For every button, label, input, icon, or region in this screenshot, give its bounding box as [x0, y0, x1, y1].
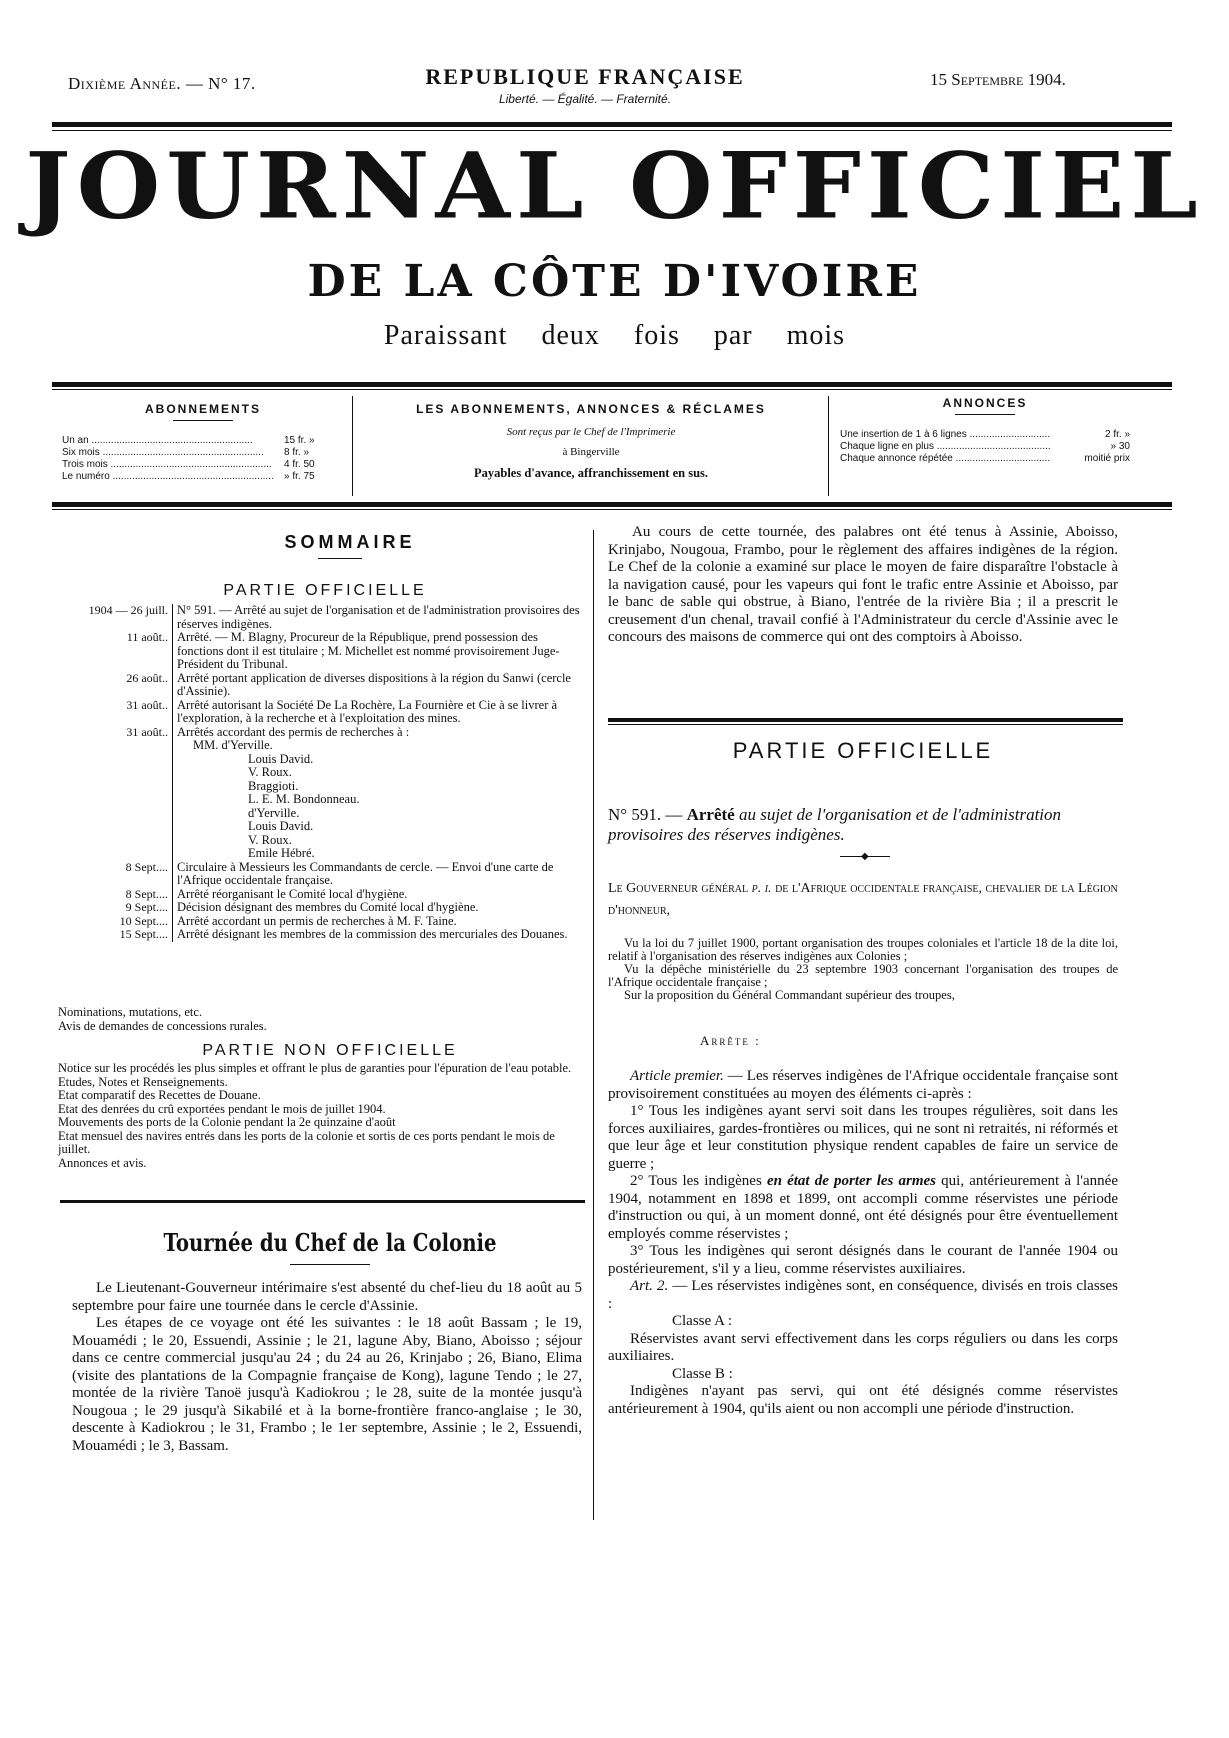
- divider: [52, 502, 1172, 507]
- list-item: [40, 861, 585, 888]
- sommaire-partie-officielle: PARTIE OFFICIELLE: [223, 582, 427, 599]
- list-item-date: 8 Sept....: [40, 888, 173, 902]
- paragraph: Les étapes de ce voyage ont été les suivantes : le 18 août Bassam ; le 19, Mouamédi ; le 20, Essuendi, Assinie ; le 21, lagune Aby, Biano, Aboisso ; séjour dans ce centre commercial jusqu'au 24 ; du 24 au 26, Krinjabo ; 26, Biano, Elima (visite des plantations de la Compagnie française de Kong), lagune Tendo ; le 27, montée de la rivière Tanoë jusqu'à Kadiokrou ; le 28, suite de la montée jusqu'à Nougoua ; le 29 jusqu'à Sikabilé et à la borne-frontière franco-anglaise ; le 30, descente à Kadiokrou ; le 31, Frambo ; le 1er septembre, Assinie ; le 2, Essuendi, Mouamédi ; le 3, Bassam.: [72, 1315, 582, 1454]
- arrete-number: N° 591. —: [608, 805, 683, 824]
- list-item: [40, 915, 585, 929]
- price-label: Un an .....: [62, 435, 284, 447]
- price-value: 4 fr. 50: [284, 459, 315, 470]
- list-item: [40, 726, 585, 740]
- divider: [52, 382, 1172, 387]
- articles-body: [608, 1068, 1118, 1418]
- list-item: Annonces et avis.: [58, 1155, 147, 1170]
- divider: [60, 1200, 585, 1203]
- subscriptions-list: [62, 435, 344, 483]
- divider: [352, 396, 353, 496]
- divider: [828, 396, 829, 496]
- divider: [608, 724, 1123, 725]
- gouverneur-preamble: [608, 878, 1118, 922]
- permit-names: [173, 739, 585, 861]
- article-text: — Les réservistes indigènes sont, en conséquence, divisés en trois classes :: [608, 1278, 1118, 1312]
- masthead-title: JOURNAL OFFICIEL: [25, 131, 1204, 240]
- article-item-text: 2° Tous les indigènes: [630, 1173, 767, 1189]
- masthead-subtitle: DE LA CÔTE D'IVOIRE: [307, 256, 922, 307]
- ads-box: [840, 396, 1130, 506]
- issue-date: 15 Septembre 1904.: [930, 70, 1066, 89]
- article-item-text: qui, antérieurement à l'année 1904, notamment en 1898 et 1899, ont accompli comme réservistes une période d'instruction ou qui, à un moment donné, ont été désignés pour être éventuellement employés comme réservistes ;: [608, 1173, 1118, 1242]
- sommaire-list: [40, 604, 585, 942]
- list-item-date: 11 août..: [40, 631, 173, 672]
- list-item-text: Circulaire à Messieurs les Commandants de cercle. — Envoi d'une carte de l'Afrique occidentale française.: [177, 859, 554, 887]
- divider: [52, 509, 1172, 510]
- price-value: 2 fr. »: [1104, 429, 1130, 440]
- price-value: » fr. 75: [284, 471, 315, 482]
- announcements-info-line3: Payables d'avance, affranchissement en sus.: [473, 466, 709, 480]
- divider: [608, 718, 1123, 722]
- sommaire-nominations: Nominations, mutations, etc.: [58, 1005, 203, 1019]
- announcements-info: [362, 396, 820, 506]
- list-item-date: [40, 739, 173, 861]
- list-item: [40, 604, 585, 631]
- divider: [955, 414, 1015, 415]
- list-item-date: 8 Sept....: [40, 861, 173, 888]
- divider: [52, 389, 1172, 390]
- ads-list: [840, 429, 1130, 465]
- list-item-text: Décision désignant des membres du Comité local d'hygiène.: [177, 900, 479, 914]
- sommaire-avis: Avis de demandes de concessions rurales.: [58, 1018, 267, 1033]
- classe-a-text: Réservistes avant servi effectivement dans les corps réguliers ou dans les corps auxiliaires.: [608, 1330, 1118, 1364]
- list-item-date: 31 août..: [40, 726, 173, 740]
- article-text: — Les réserves indigènes de l'Afrique occidentale française sont provisoirement constituées au moyen des éléments ci-après :: [608, 1068, 1118, 1102]
- article-item: 1° Tous les indigènes ayant servi soit dans les troupes régulières, soit dans les forces auxiliaires, gardes-frontières ou milices, qui ne sont ni retraités, ni réformés et que leur âge et leur constitution physique rendent capables de faire un service de guerre ;: [608, 1103, 1118, 1172]
- vu-item: Vu la dépêche ministérielle du 23 septembre 1903 concernant l'organisation des troupes de l'Afrique occidentale française ;: [608, 962, 1118, 989]
- diamond-icon: ◆: [861, 851, 869, 862]
- announcements-info-line1: Sont reçus par le Chef de l'Imprimerie: [506, 426, 676, 438]
- list-item-text: Arrêté portant application de diverses dispositions à la région du Sanwi (cercle d'Assinie).: [177, 670, 571, 698]
- edition-number: Dixième Année. — N° 17.: [68, 74, 256, 93]
- partie-non-officielle-title: PARTIE NON OFFICIELLE: [202, 1042, 458, 1059]
- list-item-date: 10 Sept....: [40, 915, 173, 929]
- permit-name: Louis David.: [248, 751, 314, 766]
- price-label: Chaque ligne en plus .....: [840, 441, 1050, 453]
- classe-b-text: Indigènes n'ayant pas servi, qui ont été désignés comme réservistes antérieurement à 1904, qu'ils aient ou non accompli une période d'instruction.: [608, 1383, 1118, 1417]
- classe-a-label: Classe A :: [672, 1313, 733, 1329]
- article-item: [608, 1173, 1118, 1243]
- price-label: Le numéro .....: [62, 471, 284, 483]
- list-item: [40, 901, 585, 915]
- sommaire-title: SOMMAIRE: [284, 532, 416, 552]
- tournee-title: Tournée du Chef de la Colonie: [163, 1228, 497, 1257]
- list-item: [40, 928, 585, 942]
- republic-header: [395, 64, 775, 106]
- list-item: Etudes, Notes et Renseignements.: [58, 1074, 228, 1089]
- divider: [318, 558, 362, 559]
- price-value: 8 fr. »: [284, 447, 310, 458]
- list-item-date: 26 août..: [40, 672, 173, 699]
- article-item: 3° Tous les indigènes qui seront désignés dans le courant de l'année 1904 ou postérieurement, s'il y a lieu, comme réservistes auxiliaires.: [608, 1243, 1118, 1277]
- sommaire-entries: [40, 861, 585, 942]
- list-item-date: 9 Sept....: [40, 901, 173, 915]
- subscriptions-box: [62, 396, 344, 506]
- gouverneur-pi: p. i.: [751, 881, 772, 896]
- list-item: [40, 888, 585, 902]
- sommaire-entries: [40, 604, 585, 739]
- announcements-info-line2: à Bingerville: [562, 446, 620, 458]
- price-value: moitié prix: [1084, 453, 1130, 464]
- article-item-emphasis: en état de porter les armes: [766, 1173, 937, 1189]
- list-item: Mouvements des ports de la Colonie pendant la 2e quinzaine d'août: [58, 1115, 396, 1129]
- announcements-info-title: LES ABONNEMENTS, ANNONCES & RÉCLAMES: [416, 402, 766, 416]
- list-item-text: Arrêté autorisant la Société De La Rochère, La Fournière et Cie à se livrer à l'exploration, à la recherche et à l'exploitation des mines.: [177, 697, 558, 725]
- divider: [173, 420, 233, 421]
- classe-b-label: Classe B :: [672, 1365, 733, 1382]
- permit-name: L. E. M. Bondonneau.: [248, 792, 360, 806]
- subscriptions-title: ABONNEMENTS: [144, 402, 261, 416]
- partie-non-officielle-list: [58, 1062, 588, 1170]
- price-row: [62, 435, 344, 447]
- republic-title: REPUBLIQUE FRANÇAISE: [425, 64, 745, 89]
- permit-name: Braggioti.: [248, 778, 299, 793]
- list-item-text: Arrêté désignant les membres de la commission des mercuriales des Douanes.: [177, 927, 568, 941]
- list-item: [40, 699, 585, 726]
- price-label: Trois mois .....: [62, 459, 284, 471]
- permit-name: V. Roux.: [248, 832, 292, 847]
- arrete-subject: au sujet de l'organisation et de l'administration provisoires des réserves indigènes.: [608, 805, 1062, 844]
- tournee-continued: Au cours de cette tournée, des palabres ont été tenus à Assinie, Aboisso, Krinjabo, Nougoua, Frambo, pour le règlement des affaires indigènes de la région. Le Chef de la colonie a examiné sur place le moyen de faire disparaître l'obstacle à la navigation causé, pour les vapeurs qui font le trafic entre Assinie et Aboisso, par le banc de sable qui obstrue, à Biano, l'entrée de la rivière Bia ; il a prescrit le creusement d'un chenal, travail confié à l'Administrateur du cercle d'Assinie avec le concours des maisons de commerce qui ont des comptoirs à Aboisso.: [608, 524, 1118, 645]
- price-label: Chaque annonce répétée .....: [840, 453, 1050, 465]
- price-label: Six mois .....: [62, 447, 284, 459]
- permit-name: Emile Hébré.: [248, 846, 315, 860]
- permit-name: V. Roux.: [248, 765, 292, 779]
- vu-item: Sur la proposition du Général Commandant supérieur des troupes,: [624, 988, 955, 1002]
- vu-item: Vu la loi du 7 juillet 1900, portant organisation des troupes coloniales et l'article 18 de la dite loi, relatif à l'organisation des réserves indigènes aux Colonies ;: [608, 936, 1118, 963]
- permit-name: Louis David.: [248, 819, 314, 833]
- partie-officielle-title: PARTIE OFFICIELLE: [732, 738, 994, 763]
- permit-name: MM. d'Yerville.: [193, 738, 273, 752]
- gouverneur-rest: de l'Afrique occidentale française, chevalier de la Légion d'honneur,: [608, 881, 1118, 918]
- list-item-date: 31 août..: [40, 699, 173, 726]
- price-value: 15 fr. »: [284, 435, 315, 446]
- divider: [52, 122, 1172, 127]
- list-item: Etat comparatif des Recettes de Douane.: [58, 1088, 261, 1102]
- list-item-text: Arrêtés accordant des permis de recherches à :: [177, 724, 410, 739]
- sommaire-other: [58, 1006, 588, 1033]
- list-item: Etat mensuel des navires entrés dans les ports de la colonie et sortis de ces ports pendant le mois de juillet.: [58, 1128, 555, 1156]
- price-row: [840, 453, 1130, 465]
- arrete-word-bold: Arrêté: [686, 805, 735, 824]
- republic-motto: Liberté. — Égalité. — Fraternité.: [498, 92, 672, 106]
- paragraph: Le Lieutenant-Gouverneur intérimaire s'est absenté du chef-lieu du 18 août au 5 septembre pour faire une tournée dans le cercle d'Assinie.: [72, 1280, 582, 1314]
- price-row: [840, 441, 1130, 453]
- list-item-text: Arrêté réorganisant le Comité local d'hygiène.: [177, 886, 408, 901]
- masthead-frequency: Paraissant deux fois par mois: [383, 320, 846, 351]
- list-item: [40, 631, 585, 672]
- permit-name: d'Yerville.: [248, 805, 300, 820]
- list-item: Notice sur les procédés les plus simples et offrant le plus de garanties pour l'épuration de l'eau potable.: [58, 1061, 572, 1075]
- list-item-text: Arrêté. — M. Blagny, Procureur de la République, prend possession des fonctions dont il est titulaire ; M. Michellet est nommé provisoirement Juge-Président du Tribunal.: [177, 630, 560, 671]
- list-item-text: N° 591. — Arrêté au sujet de l'organisation et de l'administration provisoires des réserves indigènes.: [177, 603, 580, 631]
- list-item-text: Arrêté accordant un permis de recherches à M. F. Taine.: [177, 913, 457, 928]
- article-2: [608, 1278, 1118, 1313]
- column-divider: [593, 530, 594, 1520]
- list-item: [40, 672, 585, 699]
- price-row: [840, 429, 1130, 441]
- list-item-date: 15 Sept....: [40, 928, 173, 942]
- list-item: Etat des denrées du crû exportées pendant le mois de juillet 1904.: [58, 1101, 386, 1116]
- ads-title: ANNONCES: [942, 396, 1028, 410]
- price-row: [62, 459, 344, 471]
- tournee-body: [72, 1280, 582, 1455]
- article-label: Art. 2.: [630, 1278, 669, 1294]
- price-value: » 30: [1110, 441, 1130, 452]
- price-row: [62, 447, 344, 459]
- list-item: [40, 739, 585, 861]
- divider: [52, 130, 1172, 131]
- arrete-title: [608, 805, 1118, 845]
- price-row: [62, 471, 344, 483]
- vu-list: [608, 937, 1118, 1002]
- divider: [290, 1264, 370, 1265]
- list-item-date: 1904 — 26 juill.: [40, 604, 173, 631]
- article-label: Article premier.: [630, 1068, 724, 1084]
- arrete-heading: Arrête :: [700, 1033, 761, 1048]
- price-label: Une insertion de 1 à 6 lignes .....: [840, 429, 1050, 441]
- gouverneur-title: Le Gouverneur général: [608, 881, 749, 896]
- article-1: [608, 1068, 1118, 1103]
